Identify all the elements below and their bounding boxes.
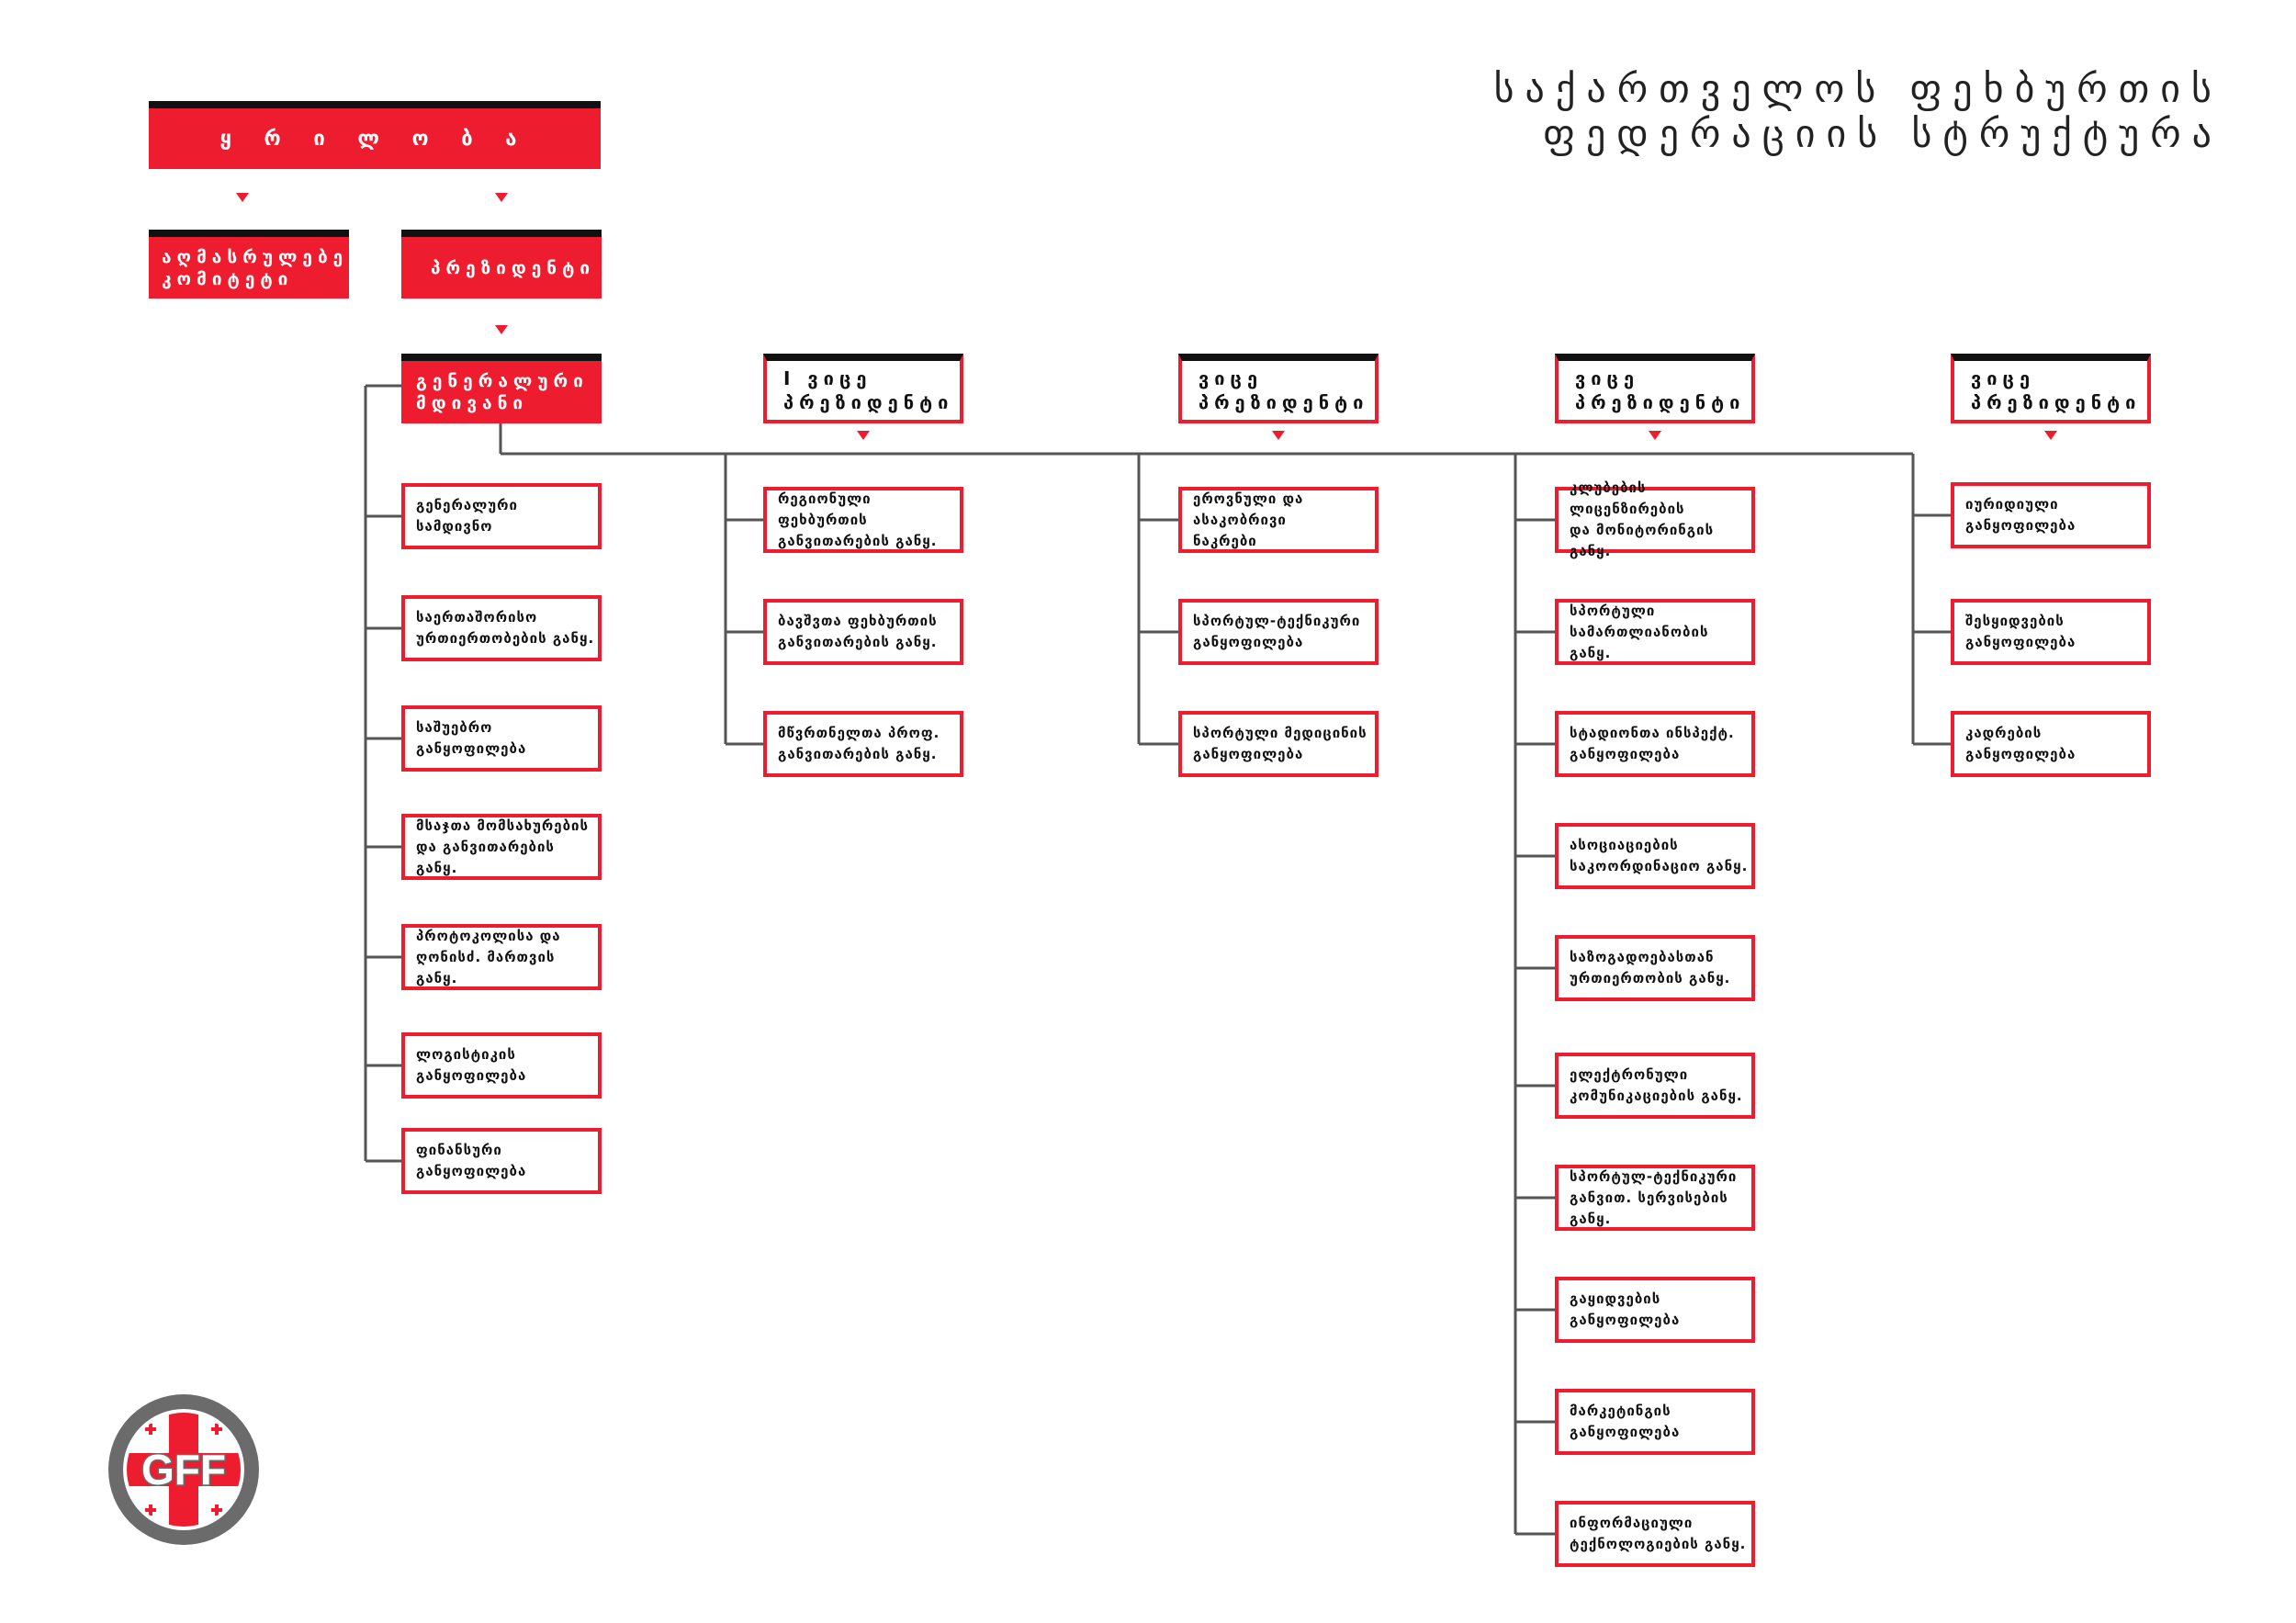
department-box [763, 711, 963, 777]
department-box [1555, 1277, 1755, 1343]
department-label: სპორტული სამართლიანობის განყ. [1570, 602, 1709, 661]
department-box [1951, 711, 2151, 777]
department-box [401, 705, 602, 772]
department-label: გენერალური სამდივნო [416, 497, 518, 535]
department-box [1951, 599, 2151, 665]
column-head-4 [1951, 354, 2151, 423]
department-box [1555, 823, 1755, 889]
department-label: მსაჯთა მომსახურების და განვითარების განყ. [416, 817, 589, 876]
arrow-down-icon [1272, 431, 1285, 440]
department-box [1555, 1165, 1755, 1231]
department-box [401, 595, 602, 661]
column-head-0 [401, 354, 602, 423]
department-label: იურიდიული განყოფილება [1965, 496, 2077, 534]
arrow-down-icon [1649, 431, 1661, 440]
department-box [1555, 711, 1755, 777]
department-label: ინფორმაციული ტექნოლოგიების განყ. [1570, 1515, 1747, 1552]
president-label: პრეზიდენტი [431, 257, 596, 278]
president-box [401, 230, 602, 299]
department-label: კადრების განყოფილება [1965, 725, 2077, 762]
arrow-down-icon [857, 431, 870, 440]
department-box [1555, 1389, 1755, 1455]
department-label: ლოგისტიკის განყოფილება [416, 1046, 527, 1084]
gff-logo [101, 1387, 266, 1552]
department-box [401, 1032, 602, 1099]
column-head-label: გენერალური მდივანი [416, 371, 589, 413]
department-label: საშუებრო განყოფილება [416, 719, 527, 757]
department-label: ეროვნული და ასაკობრივი ნაკრები [1193, 490, 1304, 549]
column-head-3 [1555, 354, 1755, 423]
department-box [401, 1128, 602, 1194]
arrow-down-icon [236, 193, 249, 202]
column-head-label: ვიცე პრეზიდენტი [1199, 367, 1369, 413]
department-box [1178, 487, 1379, 553]
department-label: კლუბების ლიცენზირების და მონიტორინგის განყ. [1570, 479, 1715, 559]
department-label: სპორტულ-ტექნიკური განყოფილება [1193, 613, 1361, 650]
arrow-down-icon [495, 193, 508, 202]
department-box [1178, 711, 1379, 777]
department-label: სტადიონთა ინსპექტ. განყოფილება [1570, 725, 1735, 762]
column-head-label: ვიცე პრეზიდენტი [1575, 367, 1746, 413]
department-label: ფინანსური განყოფილება [416, 1142, 527, 1179]
department-label: საზოგადოებასთან ურთიერთობის განყ. [1570, 949, 1731, 986]
department-label: სპორტული მედიცინის განყოფილება [1193, 725, 1367, 762]
department-box [401, 814, 602, 880]
department-label: მარკეტინგის განყოფილება [1570, 1403, 1681, 1440]
executive-committee-box [149, 230, 388, 299]
department-box [1555, 1501, 1755, 1567]
department-box [401, 483, 602, 549]
department-label: ბავშვთა ფეხბურთის განვითარების განყ. [778, 613, 938, 650]
department-label: რეგიონული ფეხბურთის განვითარების განყ. [778, 490, 938, 549]
board-label: ყ რ ი ლ ო ბ ა [219, 127, 530, 151]
logo-text: GFF [141, 1446, 226, 1493]
department-label: სპორტულ-ტექნიკური განვით. სერვისების განყ. [1570, 1167, 1738, 1227]
column-head-1 [763, 354, 963, 423]
department-label: საერთაშორისო ურთიერთობების განყ. [416, 609, 595, 647]
department-label: გაყიდვების განყოფილება [1570, 1291, 1681, 1328]
column-head-2 [1178, 354, 1379, 423]
department-box [1951, 482, 2151, 548]
department-label: მწვრთნელთა პროფ. განვითარების განყ. [778, 725, 940, 762]
department-box [1555, 599, 1755, 665]
department-label: პროტოკოლისა და ღონისძ. მართვის განყ. [416, 927, 561, 986]
executive-committee-label: აღმასრულებელი კომიტეტი [162, 246, 388, 289]
board-box [149, 101, 601, 169]
department-box [1555, 1053, 1755, 1119]
department-label: შესყიდვების განყოფილება [1965, 613, 2077, 650]
arrow-down-icon [495, 325, 508, 334]
column-head-label: I ვიცე პრეზიდენტი [783, 367, 954, 413]
department-box [763, 487, 963, 553]
page-title: საქართველოს ფეხბურთის ფედერაციის სტრუქტურა [1493, 66, 2223, 156]
department-label: ასოციაციების საკოორდინაციო განყ. [1570, 837, 1749, 874]
department-box [1555, 935, 1755, 1001]
arrow-down-icon [2044, 431, 2057, 440]
department-box [1555, 479, 1755, 559]
column-head-label: ვიცე პრეზიდენტი [1971, 367, 2142, 413]
department-label: ელექტრონული კომუნიკაციების განყ. [1570, 1066, 1743, 1104]
department-box [401, 924, 602, 990]
department-box [763, 599, 963, 665]
department-box [1178, 599, 1379, 665]
